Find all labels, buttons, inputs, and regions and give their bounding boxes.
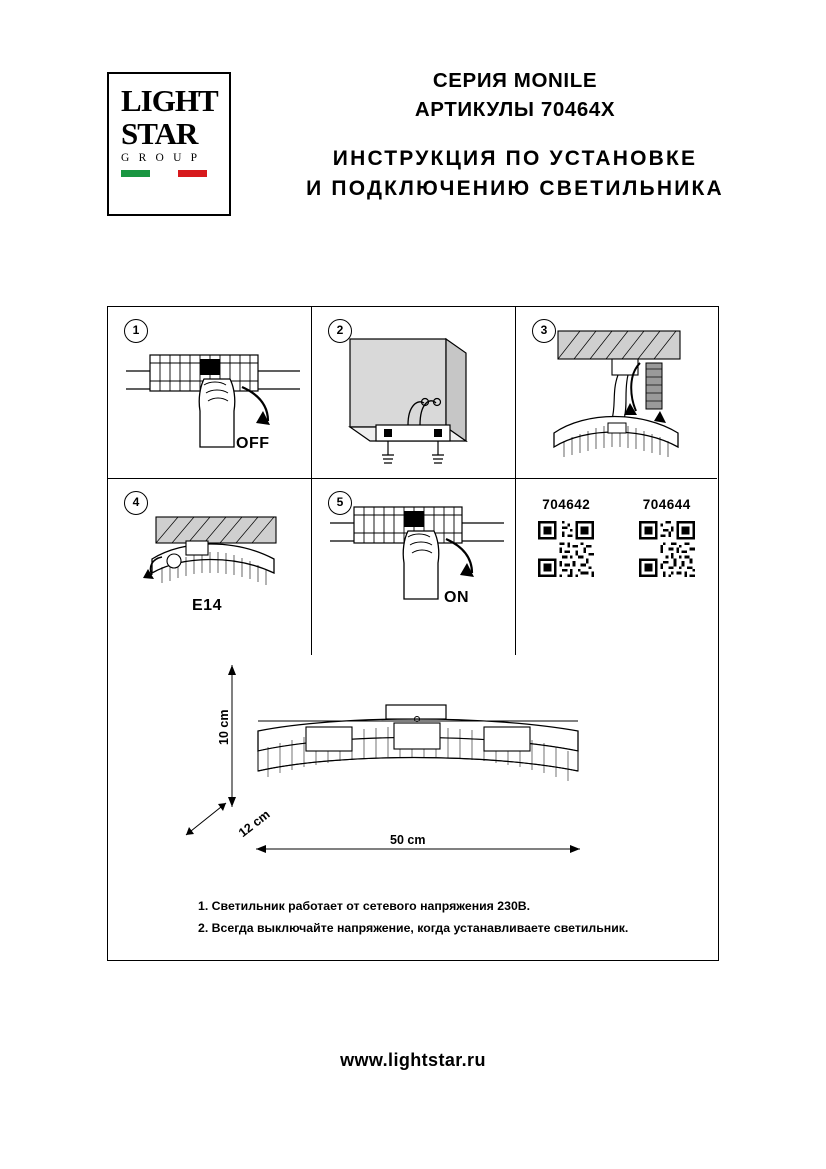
step-cell-3: [516, 307, 717, 479]
instruction-title-line1: ИНСТРУКЦИЯ ПО УСТАНОВКЕ: [332, 147, 698, 170]
step-5-label: ON: [444, 589, 469, 606]
note-item: 2. Всегда выключайте напряжение, когда устанавливаете светильник.: [198, 921, 629, 935]
italian-flag-icon: [121, 170, 207, 177]
qr-code-number: 704642: [542, 497, 591, 512]
dimension-depth-label: 12 cm: [236, 807, 273, 841]
qr-code-number: 704644: [642, 497, 691, 512]
qr-code-cell: [516, 479, 717, 655]
series-name: СЕРИЯ MONILE: [432, 69, 598, 92]
instruction-panel: [107, 306, 719, 961]
qr-code-item: [538, 497, 594, 577]
step-cell-4: [108, 479, 312, 655]
brand-logo: [107, 72, 231, 216]
logo-line-group: G R O U P: [121, 152, 201, 164]
qr-code-list: [516, 497, 717, 577]
step-number-2: 2: [328, 319, 352, 343]
logo-line-light: LIGHT: [121, 83, 218, 118]
step-number-4: 4: [124, 491, 148, 515]
dimension-width-label: 50 cm: [390, 833, 426, 847]
dimension-height-label: 10 cm: [217, 709, 231, 745]
instruction-title-line2: И ПОДКЛЮЧЕНИЮ СВЕТИЛЬНИКА: [306, 177, 724, 200]
logo-line-star: STAR: [121, 116, 198, 151]
header-text-block: [280, 66, 750, 204]
step-4-label: E14: [192, 597, 222, 614]
footer-website[interactable]: www.lightstar.ru: [340, 1050, 486, 1070]
step-number-1: 1: [124, 319, 148, 343]
step-cell-1: [108, 307, 312, 479]
qr-code-item: [639, 497, 695, 577]
qr-code-icon[interactable]: [639, 521, 695, 577]
qr-code-icon[interactable]: [538, 521, 594, 577]
page-header: [0, 0, 826, 250]
article-numbers: АРТИКУЛЫ 70464X: [414, 98, 616, 121]
step-cell-5: [312, 479, 516, 655]
step-number-5: 5: [328, 491, 352, 515]
step-cell-2: [312, 307, 516, 479]
step-1-label: OFF: [236, 435, 270, 452]
step-number-3: 3: [532, 319, 556, 343]
safety-notes: [198, 895, 718, 939]
note-item: 1. Светильник работает от сетевого напряжения 230В.: [198, 899, 531, 913]
